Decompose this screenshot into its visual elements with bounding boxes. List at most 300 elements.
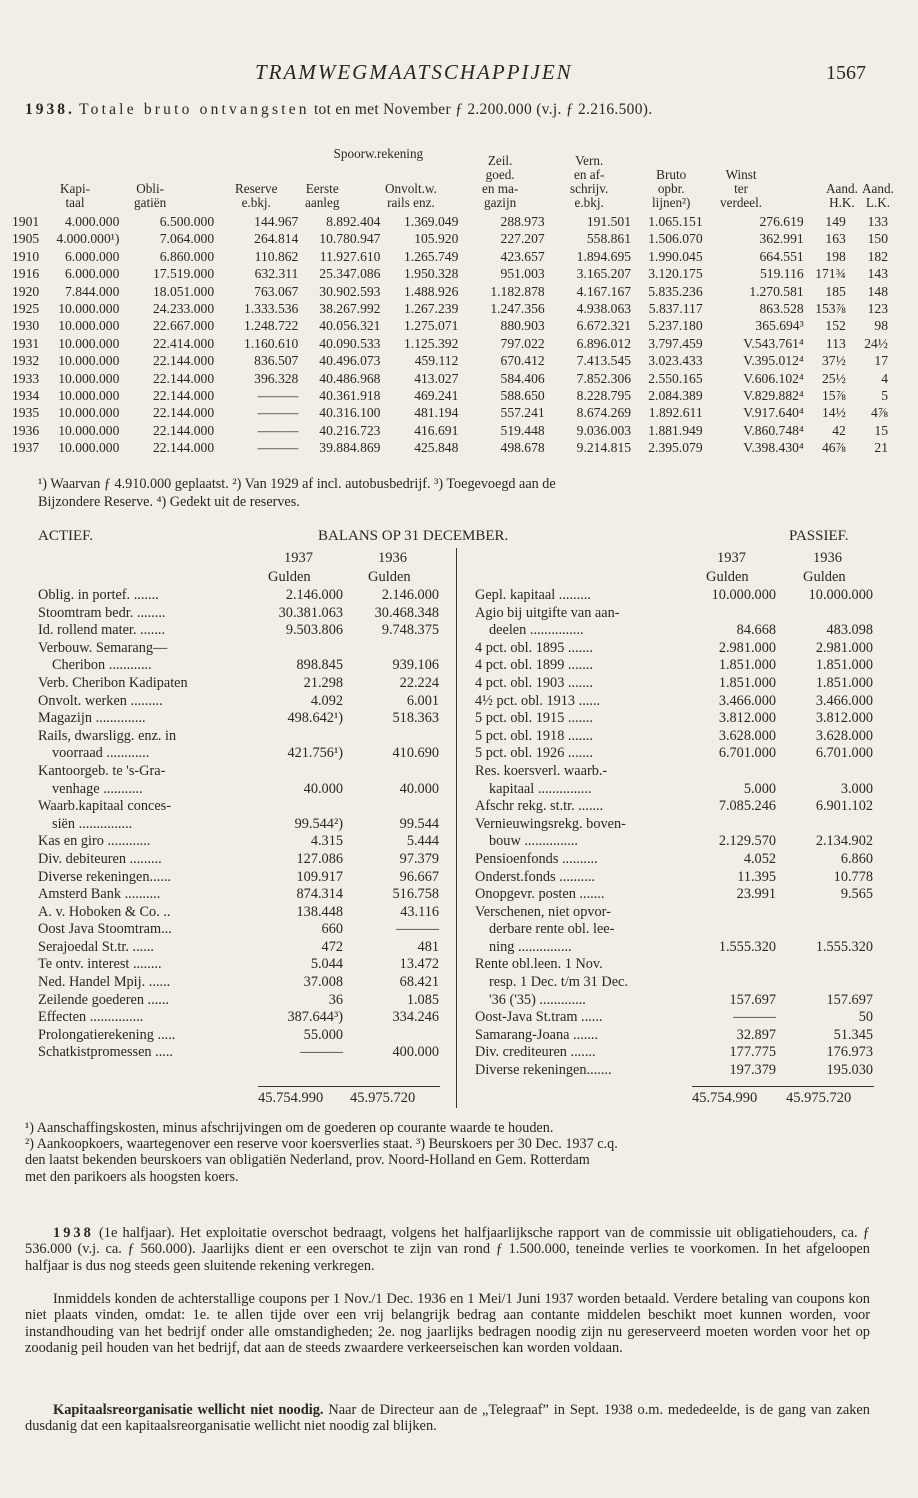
history-cell: 10.000.000 <box>58 335 120 351</box>
actief-label: Magazijn .............. <box>38 710 146 727</box>
passief-total-rule <box>692 1086 874 1087</box>
history-cell: 8.674.269 <box>576 405 632 421</box>
history-cell: 9.036.003 <box>576 422 632 438</box>
passief-label: Diverse rekeningen....... <box>475 1062 612 1079</box>
paragraph-1938 <box>25 1225 870 1274</box>
actief-row <box>38 640 443 658</box>
history-cell: 2.084.389 <box>648 388 703 404</box>
passief-value-1937: 23.991 <box>736 886 776 903</box>
passief-row <box>475 781 873 799</box>
history-cell: 1.270.581 <box>749 283 804 299</box>
history-cell: 10.000.000 <box>58 405 120 421</box>
actief-row <box>38 1044 443 1062</box>
history-cell: 198 <box>825 248 846 264</box>
passief-value-1936: 6.701.000 <box>815 745 873 762</box>
history-cell: 22.144.000 <box>152 370 215 386</box>
history-cell: 425.848 <box>414 440 459 456</box>
history-cell: 951.003 <box>500 266 545 282</box>
passief-value-1937: 2.129.570 <box>718 833 776 850</box>
actief-label: Kantoorgeb. te 's-Gra- <box>38 762 166 779</box>
history-cell: V.398.430⁴ <box>743 440 804 456</box>
history-cell: 362.991 <box>759 231 804 247</box>
history-cell: 105.920 <box>414 231 459 247</box>
passief-value-1937: 1.851.000 <box>718 657 776 674</box>
history-cell: 7.413.545 <box>576 353 632 369</box>
actief-row <box>38 763 443 781</box>
history-row <box>12 370 888 387</box>
passief-row <box>475 587 873 605</box>
actief-value-1937: 4.315 <box>310 833 343 850</box>
history-cell: 40.496.073 <box>319 353 381 369</box>
actief-year-1: 1937 <box>284 550 313 566</box>
actief-value-1937: 4.092 <box>310 692 343 709</box>
actief-value-1937: 660 <box>321 921 343 938</box>
passief-list <box>475 587 873 1080</box>
actief-value-1936: 939.106 <box>392 657 439 674</box>
passief-label: Pensioenfonds .......... <box>475 850 598 867</box>
passief-value-1937: 10.000.000 <box>711 587 776 603</box>
passief-value-1937: 1.555.320 <box>718 938 776 955</box>
history-cell: 413.027 <box>414 370 459 386</box>
passief-row <box>475 763 873 781</box>
actief-value-1937: 2.146.000 <box>285 587 343 603</box>
passief-row <box>475 1027 873 1045</box>
history-cell: 1.506.070 <box>648 231 703 247</box>
actief-value-1936: 1.085 <box>406 991 439 1008</box>
history-cell: 1.247.356 <box>490 301 545 317</box>
passief-label: derbare rente obl. lee- <box>489 921 615 938</box>
balans-footnote-2: ²) Aankoopkoers, waartegenover een reserve voor koersverlies staat. ³) Beurskoers per 30 Dec. 1937 c.q. <box>25 1136 618 1153</box>
history-cell: 10.000.000 <box>58 353 120 369</box>
page-number: 1567 <box>826 62 866 84</box>
passief-unit-2: Gulden <box>803 569 846 585</box>
actief-year-2: 1936 <box>378 550 407 566</box>
passief-value-1936: 6.901.102 <box>815 798 873 815</box>
history-year: 1933 <box>12 370 40 386</box>
p3-heading: Kapitaalsreorganisatie wellicht niet noodig. <box>53 1402 324 1418</box>
intro-year: 1938. <box>25 101 75 118</box>
history-cell: 11.927.610 <box>319 248 381 264</box>
history-col-header-3: Reserve e.bkj. <box>235 181 278 210</box>
passief-label: bouw ............... <box>489 833 578 850</box>
history-cell: 24½ <box>864 335 888 351</box>
history-cell: 288.973 <box>500 214 545 229</box>
passief-value-1936: 1.555.320 <box>815 938 873 955</box>
actief-value-1936: 400.000 <box>392 1044 439 1061</box>
history-cell: 7.844.000 <box>65 283 120 299</box>
passief-value-1937: 3.812.000 <box>718 710 776 727</box>
passief-row <box>475 992 873 1010</box>
passief-value-1936: 195.030 <box>826 1062 873 1079</box>
actief-value-1936: 5.444 <box>406 833 439 850</box>
actief-value-1937: 472 <box>321 938 343 955</box>
history-cell: 459.112 <box>414 353 459 369</box>
passief-row <box>475 939 873 957</box>
history-cell: 152 <box>825 318 846 334</box>
passief-value-1936: 50 <box>858 1009 873 1026</box>
passief-label: 5 pct. obl. 1915 ....... <box>475 710 593 727</box>
balans-footnote-1: ¹) Aanschaffingskosten, minus afschrijvingen om de goederen op courante waarde te houden. <box>25 1120 554 1136</box>
history-cell: 584.406 <box>500 370 545 386</box>
history-cell: 519.116 <box>760 266 804 282</box>
actief-total-1936: 45.975.720 <box>350 1090 416 1106</box>
passief-row <box>475 728 873 746</box>
passief-label: Vernieuwingsrekg. boven- <box>475 815 626 832</box>
actief-row <box>38 798 443 816</box>
actief-label: A. v. Hoboken & Co. .. <box>38 903 171 920</box>
passief-row <box>475 851 873 869</box>
passief-row <box>475 640 873 658</box>
actief-label: Effecten ............... <box>38 1009 144 1026</box>
actief-label: Schatkistpromessen ..... <box>38 1044 174 1061</box>
history-cell: 1.248.722 <box>243 318 299 334</box>
paragraph-coupons <box>25 1291 870 1357</box>
passief-row <box>475 833 873 851</box>
actief-row <box>38 745 443 763</box>
history-cell: 40.216.723 <box>319 422 381 438</box>
actief-label: Id. rollend mater. ....... <box>38 622 166 639</box>
history-cell: 632.311 <box>254 266 299 282</box>
balans-footnote-4: met den parikoers als hoogsten koers. <box>25 1168 239 1185</box>
history-cell: 1.892.611 <box>648 405 703 421</box>
history-cell: 22.144.000 <box>152 405 215 421</box>
history-cell: 1.894.695 <box>576 248 632 264</box>
history-cell: 113 <box>825 335 846 351</box>
actief-row <box>38 728 443 746</box>
history-cell: 6.672.321 <box>576 318 632 334</box>
history-cell: 2.550.165 <box>648 370 703 386</box>
passief-label: Agio bij uitgifte van aan- <box>475 604 620 621</box>
history-cell: 15⅞ <box>822 388 846 404</box>
actief-label: Kas en giro ............ <box>38 833 151 850</box>
actief-row <box>38 904 443 922</box>
history-cell: 149 <box>825 214 846 229</box>
actief-label: Te ontv. interest ........ <box>38 956 162 973</box>
history-cell: 9.214.815 <box>576 440 632 456</box>
actief-value-1937: 387.644³) <box>287 1009 343 1026</box>
spoorw-group-header: Spoorw.rekening <box>333 145 424 161</box>
passief-row <box>475 1044 873 1062</box>
history-cell: 1.950.328 <box>404 266 459 282</box>
actief-row <box>38 974 443 992</box>
history-cell: 469.241 <box>414 388 459 404</box>
actief-row <box>38 833 443 851</box>
passief-unit-1: Gulden <box>706 569 749 585</box>
actief-value-1936: 9.748.375 <box>381 622 439 639</box>
passief-year-2: 1936 <box>813 550 842 566</box>
history-cell: 185 <box>825 283 846 299</box>
history-cell: 21 <box>874 440 888 456</box>
history-cell: V.829.882⁴ <box>743 388 804 404</box>
passief-value-1937: 2.981.000 <box>718 639 776 656</box>
actief-value-1936: 2.146.000 <box>381 587 439 603</box>
passief-value-1937: 177.775 <box>729 1044 776 1061</box>
history-cell: 15 <box>874 422 888 438</box>
passief-label: Div. crediteuren ....... <box>475 1044 596 1061</box>
history-col-header-8: Bruto opbr. lijnen²) <box>652 167 691 210</box>
p3-text: Naar de Directeur aan de „Telegraaf” in Sept. 1938 o.m. mededeelde, is de gang van zaken dusdanig dat een kapitaalsreorganisatie wellicht niet noodig zal blijken. <box>25 1402 870 1435</box>
actief-row <box>38 869 443 887</box>
passief-row <box>475 675 873 693</box>
passief-value-1936: 1.851.000 <box>815 657 873 674</box>
p1-year: 1938 <box>53 1225 94 1241</box>
history-cell: 40.361.918 <box>319 388 381 404</box>
history-cell: 148 <box>867 283 888 299</box>
passief-value-1937: 1.851.000 <box>718 674 776 691</box>
history-cell: 133 <box>867 214 888 229</box>
passief-row <box>475 974 873 992</box>
actief-value-1936: 334.246 <box>392 1009 439 1026</box>
history-cell: 39.884.869 <box>319 440 381 456</box>
history-cell: 7.852.306 <box>576 370 632 386</box>
intro-line <box>25 101 652 119</box>
actief-unit-2: Gulden <box>368 569 411 585</box>
p2-text: Inmiddels konden de achterstallige coupons per 1 Nov./1 Dec. 1936 en 1 Mei/1 Juni 1937 worden betaald. Verdere betaling van coupons kon niet plaats vinden, omdat: 1e. te allen tijde over een vrij belangrijk bedrag aan contante middelen beschikt moet kunnen worden, voor instandhouding van het bedrijf onder alle omstandigheden; 2e. nog jaarlijks bedragen noodig zijn nu gereserveerd moeten worden voor het op zoodanig peil houden van het bedrijf, dat aan de steeds zwaardere verkeerseischen kan worden voldaan. <box>25 1291 870 1357</box>
passief-value-1937: 6.701.000 <box>718 745 776 762</box>
history-cell: 3.023.433 <box>648 353 703 369</box>
history-cell: 1.990.045 <box>648 248 703 264</box>
history-cell: ——— <box>257 422 299 438</box>
passief-label: kapitaal ............... <box>489 780 592 797</box>
passief-total-1936: 45.975.720 <box>786 1090 852 1106</box>
history-col-header-2: Obli- gatiën <box>134 181 167 210</box>
history-cell: 30.902.593 <box>319 283 381 299</box>
actief-value-1937: 30.381.063 <box>278 604 343 621</box>
actief-value-1937: 9.503.806 <box>285 622 343 639</box>
actief-label: Verbouw. Semarang— <box>38 639 168 656</box>
history-cell: 5 <box>881 388 888 404</box>
passief-label: resp. 1 Dec. t/m 31 Dec. <box>489 974 628 991</box>
passief-row <box>475 798 873 816</box>
actief-value-1937: 127.086 <box>296 850 343 867</box>
passief-label: 4 pct. obl. 1895 ....... <box>475 639 593 656</box>
history-cell: 182 <box>867 248 888 264</box>
history-cell: 365.694³ <box>755 318 804 334</box>
history-cell: 557.241 <box>500 405 545 421</box>
page-title: TRAMWEGMAATSCHAPPIJEN <box>255 60 573 84</box>
intro-label: Totale bruto ontvangsten <box>79 101 310 118</box>
history-cell: 3.120.175 <box>648 266 703 282</box>
history-cell: 17 <box>874 353 888 369</box>
history-cell: 22.144.000 <box>152 440 215 456</box>
history-cell: V.395.012⁴ <box>743 353 804 369</box>
history-col-header-10: Aand. H.K. <box>826 181 858 210</box>
history-row <box>12 300 888 317</box>
history-year: 1905 <box>12 231 40 247</box>
actief-row <box>38 675 443 693</box>
passief-value-1936: 10.000.000 <box>808 587 873 603</box>
history-col-header-7: Vern. en af- schrijv. e.bkj. <box>570 153 609 210</box>
passief-value-1936: 1.851.000 <box>815 674 873 691</box>
history-cell: 558.861 <box>586 231 632 247</box>
p1-text: (1e halfjaar). Het exploitatie overschot bedraagt, volgens het halfjaarlijksche rapport van de commissie uit obligatiehouders, ca. ƒ 536.000 (v.j. ca. ƒ 560.000). Jaarlijks dient er een overschot te zijn van rond ƒ 1.500.000, teneinde verlies te voorkomen. In het afgeloopen halfjaar is dus nog steeds geen sluitende rekening verkregen. <box>25 1225 870 1274</box>
actief-label: siën ............... <box>52 815 133 832</box>
actief-label: Serajoedal St.tr. ...... <box>38 938 154 955</box>
passief-value-1936: 2.134.902 <box>815 833 873 850</box>
history-cell: 171¾ <box>815 266 846 282</box>
passief-title: PASSIEF. <box>789 528 849 544</box>
actief-row <box>38 622 443 640</box>
passief-row <box>475 869 873 887</box>
passief-label: 5 pct. obl. 1926 ....... <box>475 745 593 762</box>
passief-value-1936: 9.565 <box>840 886 873 903</box>
history-cell: 763.067 <box>254 283 299 299</box>
passief-row <box>475 657 873 675</box>
actief-value-1936: 22.224 <box>399 674 439 691</box>
history-cell: 4.167.167 <box>576 283 632 299</box>
history-row <box>12 230 888 247</box>
history-cell: 10.000.000 <box>58 440 120 456</box>
history-col-header-6: Zeil. goed. en ma- gazijn <box>482 153 519 210</box>
passief-row <box>475 886 873 904</box>
passief-value-1937: ——— <box>733 1009 776 1026</box>
history-cell: 4⅞ <box>871 405 888 421</box>
history-cell: 880.903 <box>500 318 545 334</box>
actief-value-1937: 55.000 <box>303 1026 343 1043</box>
history-year: 1916 <box>12 266 40 282</box>
history-cell: 4.000.000 <box>65 214 120 229</box>
actief-value-1937: 138.448 <box>296 903 343 920</box>
history-cell: 5.835.236 <box>648 283 703 299</box>
history-cell: V.860.748⁴ <box>743 422 804 438</box>
actief-value-1936: 518.363 <box>392 710 439 727</box>
intro-text: tot en met November ƒ 2.200.000 (v.j. ƒ 2.216.500). <box>313 101 653 118</box>
actief-row <box>38 587 443 605</box>
history-year: 1920 <box>12 283 40 299</box>
history-cell: 22.144.000 <box>152 422 215 438</box>
history-cell: 1.275.071 <box>404 318 459 334</box>
actief-row <box>38 939 443 957</box>
actief-value-1936: 96.667 <box>399 868 439 885</box>
history-cell: ——— <box>257 440 299 456</box>
actief-value-1936: 13.472 <box>399 956 439 973</box>
history-cell: 5.837.117 <box>648 301 703 317</box>
actief-row <box>38 657 443 675</box>
history-year: 1934 <box>12 388 40 404</box>
history-cell: 6.500.000 <box>159 214 215 229</box>
passief-value-1936: 157.697 <box>826 991 873 1008</box>
actief-label: venhage ........... <box>52 780 143 797</box>
history-row <box>12 335 888 352</box>
history-cell: 6.896.012 <box>576 335 632 351</box>
history-cell: 4.000.000¹) <box>56 231 120 247</box>
history-cell: 10.000.000 <box>58 318 120 334</box>
passief-row <box>475 710 873 728</box>
actief-label: Stoomtram bedr. ........ <box>38 604 166 621</box>
actief-title: ACTIEF. <box>38 528 94 544</box>
history-cell: V.917.640⁴ <box>743 405 804 421</box>
history-row <box>12 352 888 369</box>
actief-row <box>38 710 443 728</box>
history-footnote-1: ¹) Waarvan ƒ 4.910.000 geplaatst. ²) Van 1929 af incl. autobusbedrijf. ³) Toegevoegd aan de <box>38 476 556 492</box>
history-cell: 150 <box>867 231 888 247</box>
history-cell: 25½ <box>822 370 846 386</box>
history-cell: 2.395.079 <box>648 440 703 456</box>
actief-total-rule <box>258 1086 440 1087</box>
history-cell: 1.488.926 <box>404 283 459 299</box>
passief-row <box>475 921 873 939</box>
history-cell: 10.000.000 <box>58 301 120 317</box>
history-year: 1935 <box>12 405 40 421</box>
passief-value-1936: 51.345 <box>833 1026 873 1043</box>
actief-row <box>38 816 443 834</box>
history-cell: 3.165.207 <box>576 266 632 282</box>
history-cell: 1.182.878 <box>490 283 545 299</box>
history-row <box>12 265 888 282</box>
actief-value-1936: 99.544 <box>399 815 439 832</box>
history-row <box>12 387 888 404</box>
passief-row <box>475 956 873 974</box>
history-cell: 264.814 <box>254 231 299 247</box>
history-cell: 40.090.533 <box>319 335 381 351</box>
actief-value-1936: 43.116 <box>400 903 439 920</box>
actief-label: Waarb.kapitaal conces- <box>38 798 172 815</box>
history-cell: 40.316.100 <box>319 405 381 421</box>
history-col-header-5: Onvolt.w. rails enz. <box>385 181 437 210</box>
passief-label: Res. koersverl. waarb.- <box>475 762 608 779</box>
history-cell: 37½ <box>822 353 846 369</box>
actief-value-1937: 898.845 <box>296 657 343 674</box>
history-cell: 6.860.000 <box>159 248 215 264</box>
passief-value-1937: 11.395 <box>737 868 776 885</box>
actief-row <box>38 886 443 904</box>
passief-label: Gepl. kapitaal ......... <box>475 587 591 603</box>
actief-row <box>38 693 443 711</box>
history-cell: 46⅞ <box>822 440 846 456</box>
history-cell: 6.000.000 <box>65 266 120 282</box>
passief-value-1937: 32.897 <box>736 1026 776 1043</box>
history-cell: 423.657 <box>500 248 545 264</box>
passief-label: Verschenen, niet opvor- <box>475 903 611 920</box>
history-cell: V.606.102⁴ <box>743 370 804 386</box>
history-cell: 40.486.968 <box>319 370 381 386</box>
history-year: 1910 <box>12 248 40 264</box>
history-cell: ——— <box>257 388 299 404</box>
passief-label: 4 pct. obl. 1899 ....... <box>475 657 593 674</box>
actief-value-1936: 6.001 <box>406 692 439 709</box>
actief-label: Cheribon ............ <box>52 657 152 674</box>
balans-footnotes <box>25 1120 870 1185</box>
history-cell: 276.619 <box>759 214 804 229</box>
history-cell: 8.892.404 <box>326 214 381 229</box>
actief-label: Rails, dwarsligg. enz. in <box>38 727 177 744</box>
history-cell: 6.000.000 <box>65 248 120 264</box>
passief-label: deelen ............... <box>489 622 584 639</box>
actief-value-1936: 481 <box>417 938 439 955</box>
passief-value-1937: 84.668 <box>736 622 776 639</box>
actief-row <box>38 956 443 974</box>
history-row <box>12 439 888 456</box>
history-cell: 25.347.086 <box>319 266 381 282</box>
passief-value-1937: 3.628.000 <box>718 727 776 744</box>
history-cell: 24.233.000 <box>152 301 215 317</box>
history-cell: 227.207 <box>500 231 545 247</box>
history-cell: 588.650 <box>500 388 545 404</box>
history-cell: 153⅞ <box>815 301 846 317</box>
actief-label: Verb. Cheribon Kadipaten <box>38 674 188 691</box>
history-cell: 17.519.000 <box>152 266 215 282</box>
history-cell: 1.160.610 <box>243 335 299 351</box>
balans-title: BALANS OP 31 DECEMBER. <box>318 528 509 544</box>
passief-row <box>475 605 873 623</box>
history-cell: 1.267.239 <box>404 301 459 317</box>
history-cell: 1.265.749 <box>404 248 459 264</box>
history-cell: 191.501 <box>586 214 632 229</box>
actief-label: Ned. Handel Mpij. ...... <box>38 974 171 991</box>
passief-label: 4 pct. obl. 1903 ....... <box>475 674 593 691</box>
balans-footnote-3: den laatst bekenden beurskoers van obligatiën Nederland, prov. Noord-Holland en Gem. Rotterdam <box>25 1152 590 1169</box>
history-year: 1925 <box>12 301 40 317</box>
